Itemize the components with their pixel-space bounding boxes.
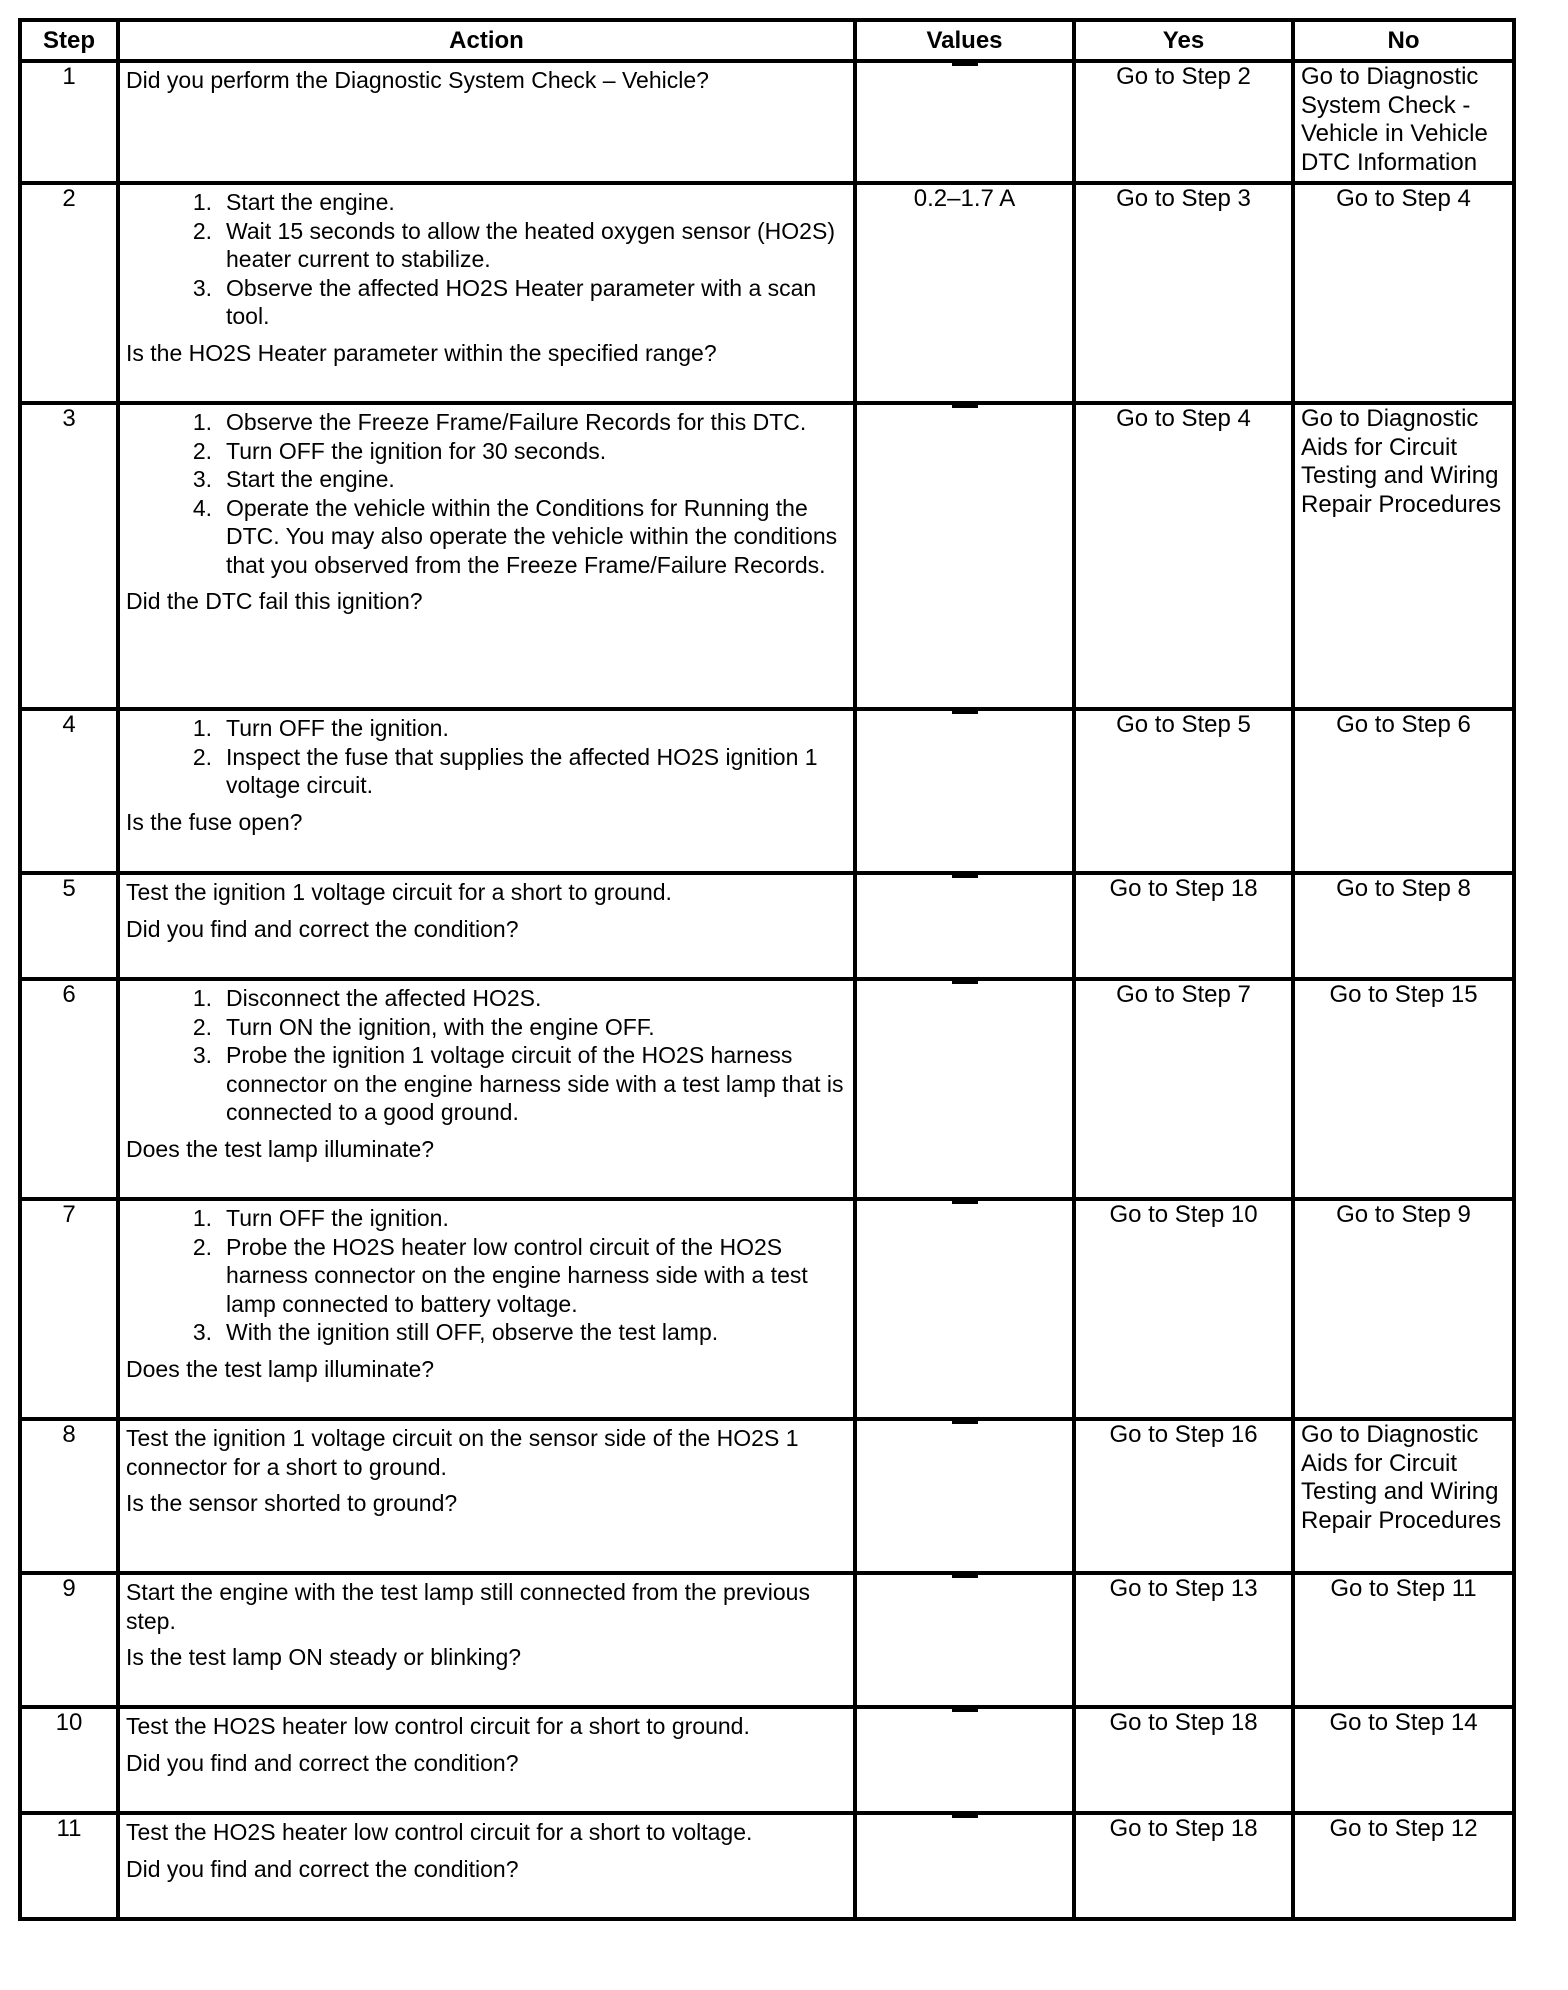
action-cell [118, 979, 855, 1199]
list-item-text: Disconnect the affected HO2S. [226, 985, 542, 1011]
no-cell [1293, 709, 1514, 873]
action-question: Does the test lamp illuminate? [126, 1355, 435, 1382]
yes-action: Go to Step 7 [1116, 981, 1251, 1008]
list-item-text: Turn OFF the ignition. [226, 715, 449, 741]
list-item-text: Turn OFF the ignition. [226, 1205, 449, 1231]
table-body [20, 61, 1514, 1919]
yes-cell [1074, 403, 1293, 709]
yes-action: Go to Step 18 [1109, 1815, 1258, 1842]
header-values: Values [855, 20, 1074, 61]
list-item-text: Start the engine. [226, 466, 395, 492]
list-item [126, 984, 845, 1013]
em-dash-mark [952, 981, 978, 984]
action-text: Start the engine with the test lamp still connected from the previous step. [126, 1579, 810, 1634]
action-cell [118, 709, 855, 873]
no-cell [1293, 1419, 1514, 1573]
no-action: Go to Step 14 [1329, 1709, 1478, 1736]
action-question: Is the sensor shorted to ground? [126, 1490, 458, 1516]
action-question: Did the DTC fail this ignition? [126, 588, 423, 614]
em-dash-mark [952, 711, 978, 714]
header-action: Action [118, 20, 855, 61]
yes-cell [1074, 1813, 1293, 1919]
yes-action: Go to Step 10 [1109, 1201, 1258, 1228]
action-cell [118, 1813, 855, 1919]
yes-cell [1074, 709, 1293, 873]
yes-action: Go to Step 18 [1109, 875, 1258, 902]
values-cell [855, 1419, 1074, 1573]
yes-action: Go to Step 4 [1116, 405, 1251, 432]
table-row [20, 403, 1514, 709]
list-item-text: With the ignition still OFF, observe the test lamp. [226, 1319, 719, 1345]
values-cell [855, 403, 1074, 709]
table-row [20, 1419, 1514, 1573]
action-question: Is the HO2S Heater parameter within the specified range? [126, 339, 717, 366]
no-action: Go to Step 6 [1336, 711, 1471, 738]
action-text: Did you perform the Diagnostic System Check – Vehicle? [126, 67, 709, 93]
yes-cell [1074, 1573, 1293, 1707]
em-dash-mark [952, 1815, 978, 1818]
list-item-text: Observe the Freeze Frame/Failure Records for this DTC. [226, 409, 807, 435]
action-cell [118, 1199, 855, 1419]
yes-cell [1074, 1199, 1293, 1419]
table-row [20, 61, 1514, 183]
em-dash-mark [952, 63, 978, 66]
action-steps-list [126, 1204, 845, 1347]
values-cell [855, 1573, 1074, 1707]
table-row [20, 1573, 1514, 1707]
table-row [20, 183, 1514, 403]
header-no: No [1293, 20, 1514, 61]
no-cell [1293, 1813, 1514, 1919]
action-question: Does the test lamp illuminate? [126, 1135, 435, 1162]
no-action: Go to Step 4 [1336, 185, 1471, 212]
yes-cell [1074, 183, 1293, 403]
header-row [20, 20, 1514, 61]
list-item-number: 2. [192, 743, 212, 770]
list-item-text: Probe the ignition 1 voltage circuit of the HO2S harness connector on the engine harness side with a test lamp that is connected to a good ground. [226, 1042, 844, 1125]
em-dash-mark [952, 405, 978, 408]
no-action: Go to Step 11 [1330, 1575, 1477, 1602]
action-text: Test the HO2S heater low control circuit for a short to voltage. [126, 1819, 753, 1845]
table-row [20, 1199, 1514, 1419]
step-number: 5 [20, 873, 118, 979]
list-item [126, 465, 845, 494]
action-cell [118, 1707, 855, 1813]
header-yes: Yes [1074, 20, 1293, 61]
no-cell [1293, 1707, 1514, 1813]
no-action: Go to Diagnostic System Check - Vehicle in Vehicle DTC Information [1301, 63, 1488, 176]
action-text: Test the ignition 1 voltage circuit on the sensor side of the HO2S 1 connector for a short to ground. [126, 1425, 799, 1480]
list-item [126, 1041, 845, 1127]
values-cell [855, 709, 1074, 873]
list-item [126, 743, 845, 800]
list-item [126, 714, 845, 743]
step-number: 11 [20, 1813, 118, 1919]
no-cell [1293, 183, 1514, 403]
action-steps-list [126, 984, 845, 1127]
list-item [126, 274, 845, 331]
em-dash-mark [952, 1575, 978, 1578]
list-item-number: 1. [192, 189, 212, 215]
yes-cell [1074, 979, 1293, 1199]
list-item-text: Observe the affected HO2S Heater parameter with a scan tool. [226, 274, 817, 329]
step-number: 8 [20, 1419, 118, 1573]
yes-action: Go to Step 16 [1109, 1421, 1258, 1448]
yes-cell [1074, 1707, 1293, 1813]
no-action: Go to Diagnostic Aids for Circuit Testing and Wiring Repair Procedures [1301, 1421, 1502, 1534]
action-question: Did you find and correct the condition? [126, 915, 519, 942]
yes-cell [1074, 1419, 1293, 1573]
action-cell [118, 873, 855, 979]
values-cell: 0.2–1.7 A [855, 183, 1074, 403]
values-cell [855, 1199, 1074, 1419]
step-number: 10 [20, 1707, 118, 1813]
no-action: Go to Diagnostic Aids for Circuit Testing and Wiring Repair Procedures [1301, 405, 1502, 518]
em-dash-mark [952, 1421, 978, 1424]
step-number: 1 [20, 61, 118, 183]
list-item-number: 2. [192, 217, 212, 244]
step-number: 3 [20, 403, 118, 709]
no-action: Go to Step 9 [1336, 1201, 1471, 1228]
no-cell [1293, 1573, 1514, 1707]
table-row [20, 1707, 1514, 1813]
action-steps-list [126, 188, 845, 331]
list-item-text: Operate the vehicle within the Conditions for Running the DTC. You may also operate the vehicle within the conditions that you observed from the Freeze Frame/Failure Records. [226, 494, 838, 578]
action-cell [118, 61, 855, 183]
step-number: 4 [20, 709, 118, 873]
table-row [20, 709, 1514, 873]
list-item-number: 3. [192, 466, 212, 492]
table-row [20, 1813, 1514, 1919]
em-dash-mark [952, 1709, 978, 1712]
step-number: 9 [20, 1573, 118, 1707]
list-item [126, 1204, 845, 1233]
table-row [20, 873, 1514, 979]
action-cell [118, 403, 855, 709]
em-dash-mark [952, 875, 978, 878]
table-row [20, 979, 1514, 1199]
action-cell [118, 1419, 855, 1573]
list-item-text: Turn OFF the ignition for 30 seconds. [226, 437, 607, 464]
list-item-number: 1. [192, 1205, 212, 1231]
action-question: Is the test lamp ON steady or blinking? [126, 1644, 522, 1670]
values-cell [855, 979, 1074, 1199]
action-steps-list [126, 714, 845, 800]
step-number: 7 [20, 1199, 118, 1419]
yes-action: Go to Step 18 [1109, 1709, 1258, 1736]
list-item-number: 2. [192, 1013, 212, 1040]
em-dash-mark [952, 1201, 978, 1204]
list-item [126, 437, 845, 466]
list-item [126, 188, 845, 217]
list-item-number: 4. [192, 494, 212, 521]
list-item-text: Inspect the fuse that supplies the affected HO2S ignition 1 voltage circuit. [226, 743, 818, 798]
list-item-number: 2. [192, 437, 212, 464]
list-item-number: 3. [192, 1042, 212, 1068]
list-item [126, 1233, 845, 1319]
no-action: Go to Step 12 [1329, 1815, 1478, 1842]
list-item [126, 408, 845, 437]
no-cell [1293, 873, 1514, 979]
values-cell [855, 1707, 1074, 1813]
list-item-number: 3. [192, 274, 212, 301]
action-text: Test the ignition 1 voltage circuit for a short to ground. [126, 879, 672, 905]
step-number: 2 [20, 183, 118, 403]
no-cell [1293, 1199, 1514, 1419]
yes-action: Go to Step 2 [1116, 63, 1251, 90]
list-item-number: 2. [192, 1233, 212, 1260]
action-cell [118, 1573, 855, 1707]
diagnostic-table [18, 18, 1516, 1921]
no-action: Go to Step 15 [1329, 981, 1478, 1008]
list-item-number: 3. [192, 1319, 212, 1345]
list-item-text: Turn ON the ignition, with the engine OFF. [226, 1013, 655, 1040]
values-cell [855, 873, 1074, 979]
action-steps-list [126, 408, 845, 579]
values-cell [855, 61, 1074, 183]
list-item [126, 1013, 845, 1042]
action-cell [118, 183, 855, 403]
no-cell [1293, 61, 1514, 183]
yes-cell [1074, 61, 1293, 183]
yes-cell [1074, 873, 1293, 979]
header-step: Step [20, 20, 118, 61]
no-cell [1293, 979, 1514, 1199]
list-item-text: Wait 15 seconds to allow the heated oxygen sensor (HO2S) heater current to stabilize. [226, 217, 835, 272]
list-item-text: Probe the HO2S heater low control circuit of the HO2S harness connector on the engine harness side with a test lamp connected to battery voltage. [226, 1233, 808, 1317]
list-item-number: 1. [192, 985, 212, 1011]
yes-action: Go to Step 13 [1109, 1575, 1258, 1602]
no-action: Go to Step 8 [1336, 875, 1471, 902]
action-question: Is the fuse open? [126, 808, 303, 835]
no-cell [1293, 403, 1514, 709]
yes-action: Go to Step 3 [1116, 185, 1251, 212]
list-item-number: 1. [192, 715, 212, 741]
list-item-text: Start the engine. [226, 189, 395, 215]
action-question: Did you find and correct the condition? [126, 1855, 519, 1882]
action-question: Did you find and correct the condition? [126, 1749, 519, 1776]
list-item [126, 1318, 845, 1347]
yes-action: Go to Step 5 [1116, 711, 1251, 738]
values-cell [855, 1813, 1074, 1919]
list-item-number: 1. [192, 409, 212, 435]
action-text: Test the HO2S heater low control circuit for a short to ground. [126, 1713, 750, 1739]
list-item [126, 217, 845, 274]
list-item [126, 494, 845, 580]
step-number: 6 [20, 979, 118, 1199]
